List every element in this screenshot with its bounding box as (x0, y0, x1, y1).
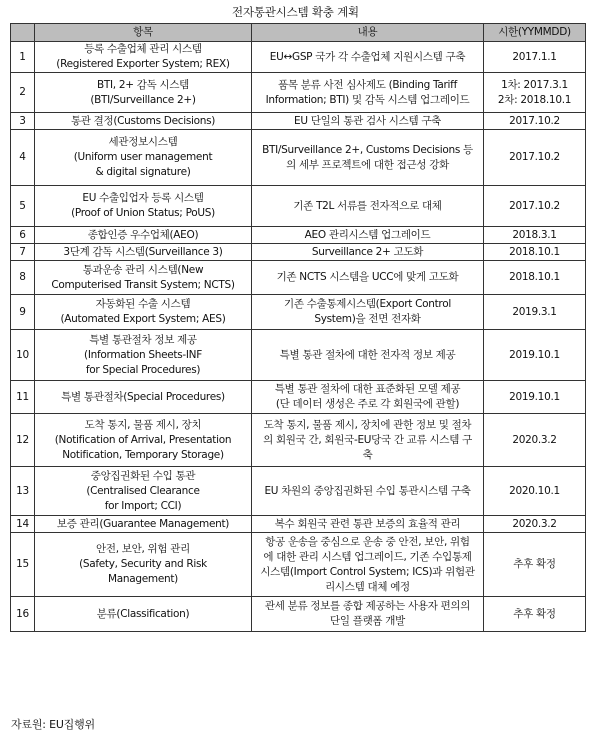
item-line: 3단계 감독 시스템(Surveillance 3) (63, 245, 223, 258)
deadline-cell (484, 244, 586, 261)
row-number: 1 (11, 42, 35, 73)
table-row (11, 533, 586, 597)
item-line: for Import; CCI) (104, 499, 182, 512)
header-no (11, 24, 35, 42)
item-line: 분류(Classification) (96, 607, 190, 620)
item-line: 보증 관리(Guarantee Management) (56, 517, 230, 530)
item-line: 특별 통관절차 정보 제공 (89, 333, 197, 346)
row-number: 12 (11, 414, 35, 467)
item-line: 자동화된 수출 시스템 (95, 298, 191, 310)
table-title: 전자통관시스템 확충 계획 (232, 5, 359, 19)
description-line: 기존 NCTS 시스템을 UCC에 맞게 고도화 (276, 271, 459, 283)
description-line: 의 세부 프로젝트에 대한 접근성 강화 (286, 158, 449, 171)
description-line: 특별 통관 절차에 대한 전자적 정보 제공 (279, 348, 456, 361)
deadline-cell (484, 330, 586, 381)
item-cell (35, 244, 252, 261)
table-row (11, 130, 586, 186)
item-line: (Centralised Clearance (86, 484, 200, 497)
table-body (11, 42, 586, 632)
deadline-cell (484, 295, 586, 330)
deadline-line: 2017.10.2 (509, 151, 560, 163)
item-line: (Registered Exporter System; REX) (56, 58, 230, 70)
deadline-line: 추후 확정 (513, 558, 556, 570)
deadline-cell (484, 42, 586, 73)
table-row (11, 244, 586, 261)
deadline-cell (484, 516, 586, 533)
deadline-line: 2020.10.1 (509, 484, 560, 497)
item-cell (35, 295, 252, 330)
table-row (11, 227, 586, 244)
row-number: 7 (11, 244, 35, 261)
table-row (11, 414, 586, 467)
description-line: 에 대한 관리 시스템 업그레이드, 기존 수입통제 (263, 550, 472, 563)
description-cell (252, 597, 484, 632)
item-cell (35, 467, 252, 516)
deadline-line: 2차: 2018.10.1 (497, 93, 572, 106)
item-line: (Automated Export System; AES) (60, 313, 226, 325)
deadline-line: 2017.1.1 (512, 50, 557, 63)
customs-system-plan-table (10, 23, 586, 632)
description-cell (252, 42, 484, 73)
description-line: 복수 회원국 관련 통관 보증의 효율적 관리 (274, 517, 461, 530)
item-line: (BTI/Surveillance 2+) (90, 93, 196, 106)
row-number: 3 (11, 113, 35, 130)
item-line: 통관 결정(Customs Decisions) (70, 114, 216, 127)
table-row (11, 73, 586, 113)
deadline-cell (484, 227, 586, 244)
item-line: BTI, 2+ 감독 시스템 (96, 78, 190, 91)
table-row (11, 261, 586, 295)
description-cell (252, 227, 484, 244)
deadline-line: 2018.3.1 (512, 228, 557, 241)
description-line: 단일 플랫폼 개발 (330, 615, 405, 627)
item-line: Notification, Temporary Storage) (62, 448, 224, 461)
description-line: 기존 T2L 서류를 전자적으로 대체 (293, 199, 442, 212)
deadline-line: 1차: 2017.3.1 (501, 78, 568, 91)
item-line: Computerised Transit System; NCTS) (51, 278, 235, 291)
row-number: 10 (11, 330, 35, 381)
item-line: 특별 통관절차(Special Procedures) (61, 390, 225, 403)
description-line: EU↔GSP 국가 각 수출업체 지원시스템 구축 (269, 50, 466, 63)
description-cell (252, 467, 484, 516)
description-cell (252, 186, 484, 227)
row-number: 4 (11, 130, 35, 186)
table-row (11, 113, 586, 130)
item-cell (35, 414, 252, 467)
item-cell (35, 227, 252, 244)
item-line: & digital signature) (95, 166, 191, 178)
description-line: (단 데이터 생성은 주로 각 회원국에 관할) (275, 398, 460, 410)
header-item: 항목 (35, 24, 252, 42)
header-row (11, 24, 586, 42)
description-line: AEO 관리시스템 업그레이드 (304, 228, 431, 241)
description-cell (252, 113, 484, 130)
item-line: (Safety, Security and Risk (79, 558, 207, 570)
item-cell (35, 516, 252, 533)
item-line: 안전, 보안, 위험 관리 (96, 543, 190, 555)
deadline-cell (484, 113, 586, 130)
description-line: Surveillance 2+ 고도화 (311, 245, 424, 258)
item-cell (35, 330, 252, 381)
row-number: 11 (11, 381, 35, 414)
row-number: 9 (11, 295, 35, 330)
item-line: 중앙집권화된 수입 통관 (90, 469, 196, 482)
header-description: 내용 (252, 24, 484, 42)
description-line: 시스템(Import Control System; ICS)과 위험관 (260, 565, 475, 578)
row-number: 16 (11, 597, 35, 632)
table-row (11, 516, 586, 533)
deadline-line: 2020.3.2 (512, 517, 557, 530)
description-cell (252, 533, 484, 597)
description-cell (252, 295, 484, 330)
header-deadline: 시한(YYMMDD) (484, 24, 586, 42)
row-number: 8 (11, 261, 35, 295)
item-cell (35, 130, 252, 186)
item-line: 등록 수출업체 관리 시스템 (84, 43, 202, 55)
item-cell (35, 186, 252, 227)
item-cell (35, 113, 252, 130)
description-line: 기존 수출통제시스템(Export Control (284, 298, 451, 310)
table-row (11, 186, 586, 227)
description-line: 도착 통지, 물품 제시, 장치에 관한 정보 및 절차 (263, 418, 472, 431)
deadline-line: 2020.3.2 (512, 433, 557, 446)
deadline-line: 2019.10.1 (509, 348, 560, 361)
description-line: 특별 통관 절차에 대한 표준화된 모델 제공 (274, 383, 461, 395)
item-line: (Proof of Union Status; PoUS) (71, 207, 215, 219)
row-number: 13 (11, 467, 35, 516)
description-line: System)을 전면 전자화 (314, 313, 421, 325)
item-line: EU 수출입업자 등록 시스템 (82, 192, 204, 204)
deadline-line: 2019.10.1 (509, 390, 560, 403)
description-cell (252, 261, 484, 295)
table-row (11, 381, 586, 414)
deadline-line: 2019.3.1 (512, 305, 557, 318)
deadline-line: 추후 확정 (513, 607, 556, 620)
description-line: 항공 운송을 중심으로 운송 중 안전, 보안, 위험 (265, 535, 470, 548)
deadline-line: 2018.10.1 (509, 245, 560, 258)
deadline-cell (484, 414, 586, 467)
deadline-cell (484, 381, 586, 414)
description-line: 관세 분류 정보를 종합 제공하는 사용자 편의의 (264, 600, 471, 612)
item-line: 종합인증 우수업체(AEO) (87, 228, 199, 241)
description-line: EU 단일의 통관 검사 시스템 구축 (293, 114, 442, 127)
item-line: (Notification of Arrival, Presentation (54, 433, 232, 446)
description-cell (252, 130, 484, 186)
row-number: 14 (11, 516, 35, 533)
item-line: 도착 통지, 물품 제시, 장치 (84, 418, 202, 431)
description-cell (252, 244, 484, 261)
row-number: 2 (11, 73, 35, 113)
item-cell (35, 261, 252, 295)
description-cell (252, 516, 484, 533)
description-line: EU 차원의 중앙집권화된 수입 통관시스템 구축 (264, 484, 471, 497)
description-line: Information; BTI) 및 감독 시스템 업그레이드 (265, 93, 470, 106)
item-line: (Information Sheets-INF (84, 348, 202, 361)
deadline-line: 2017.10.2 (509, 199, 560, 212)
deadline-cell (484, 130, 586, 186)
description-line: 축 (362, 448, 373, 461)
table-row (11, 295, 586, 330)
description-cell (252, 381, 484, 414)
item-line: 세관정보시스템 (108, 136, 178, 148)
row-number: 15 (11, 533, 35, 597)
deadline-cell (484, 261, 586, 295)
deadline-cell (484, 597, 586, 632)
deadline-cell (484, 186, 586, 227)
item-line: for Special Procedures) (85, 363, 201, 376)
item-cell (35, 42, 252, 73)
description-line: 의 회원국 간, 회원국-EU당국 간 교류 시스템 구 (263, 433, 472, 446)
item-cell (35, 381, 252, 414)
deadline-cell (484, 533, 586, 597)
source-note: 자료원: EU집행위 (11, 718, 95, 731)
table-row (11, 467, 586, 516)
description-cell (252, 330, 484, 381)
deadline-cell (484, 467, 586, 516)
table-row (11, 42, 586, 73)
item-cell (35, 73, 252, 113)
item-cell (35, 597, 252, 632)
item-line: 통과운송 관리 시스템(New (82, 263, 204, 276)
description-line: 품목 분류 사전 심사제도 (Binding Tariff (278, 78, 457, 91)
row-number: 6 (11, 227, 35, 244)
description-line: BTI/Surveillance 2+, Customs Decisions 등 (262, 143, 473, 156)
item-line: Management) (108, 573, 178, 585)
description-cell (252, 414, 484, 467)
deadline-line: 2018.10.1 (509, 271, 560, 283)
item-cell (35, 533, 252, 597)
table-row (11, 597, 586, 632)
deadline-line: 2017.10.2 (509, 114, 560, 127)
table-row (11, 330, 586, 381)
deadline-cell (484, 73, 586, 113)
row-number: 5 (11, 186, 35, 227)
description-cell (252, 73, 484, 113)
item-line: (Uniform user management (73, 151, 213, 163)
description-line: 리시스템 대체 예정 (325, 580, 410, 593)
